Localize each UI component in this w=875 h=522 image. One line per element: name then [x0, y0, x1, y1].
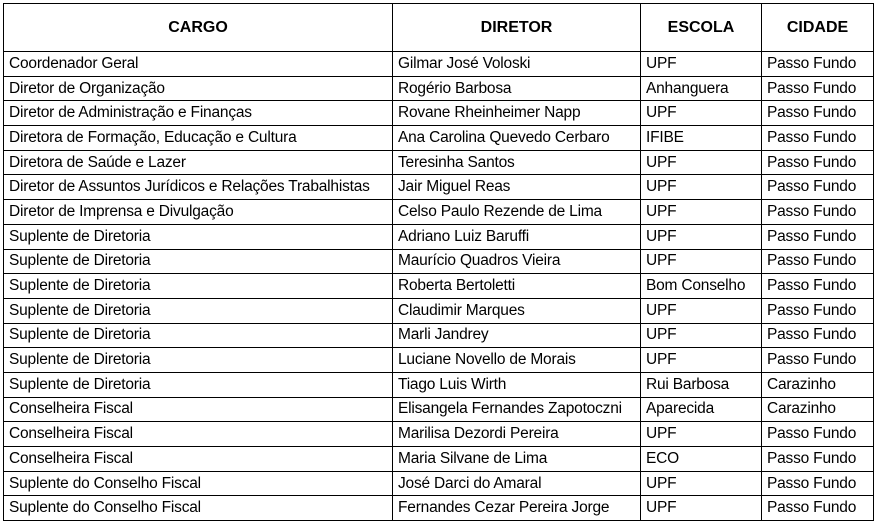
cell-escola: UPF — [641, 323, 762, 348]
cell-cargo: Diretora de Saúde e Lazer — [4, 150, 393, 175]
table-row — [4, 348, 874, 373]
table-row — [4, 52, 874, 77]
table-row — [4, 76, 874, 101]
header-escola: ESCOLA — [641, 4, 762, 52]
cell-diretor: Celso Paulo Rezende de Lima — [393, 200, 641, 225]
cell-cidade: Passo Fundo — [762, 76, 874, 101]
cell-escola: UPF — [641, 298, 762, 323]
cell-escola: UPF — [641, 52, 762, 77]
header-cidade: CIDADE — [762, 4, 874, 52]
cell-cargo: Diretor de Imprensa e Divulgação — [4, 200, 393, 225]
cell-cargo: Suplente de Diretoria — [4, 224, 393, 249]
cell-cargo: Suplente do Conselho Fiscal — [4, 496, 393, 521]
cell-cargo: Diretor de Organização — [4, 76, 393, 101]
cell-cidade: Passo Fundo — [762, 471, 874, 496]
cell-escola: UPF — [641, 471, 762, 496]
cell-diretor: Maria Silvane de Lima — [393, 447, 641, 472]
table-row — [4, 298, 874, 323]
cell-escola: UPF — [641, 175, 762, 200]
header-cargo: CARGO — [4, 4, 393, 52]
board-members-table — [3, 3, 874, 521]
cell-cargo: Suplente de Diretoria — [4, 348, 393, 373]
table-row — [4, 200, 874, 225]
table-header — [4, 4, 874, 52]
cell-escola: UPF — [641, 150, 762, 175]
table-row — [4, 447, 874, 472]
cell-diretor: Rovane Rheinheimer Napp — [393, 101, 641, 126]
table-row — [4, 397, 874, 422]
cell-cidade: Carazinho — [762, 397, 874, 422]
cell-cidade: Passo Fundo — [762, 150, 874, 175]
cell-cargo: Suplente de Diretoria — [4, 323, 393, 348]
cell-cidade: Passo Fundo — [762, 447, 874, 472]
cell-diretor: Maurício Quadros Vieira — [393, 249, 641, 274]
cell-cidade: Passo Fundo — [762, 249, 874, 274]
table-row — [4, 422, 874, 447]
header-diretor: DIRETOR — [393, 4, 641, 52]
cell-escola: Anhanguera — [641, 76, 762, 101]
table-row — [4, 323, 874, 348]
cell-escola: UPF — [641, 200, 762, 225]
cell-escola: ECO — [641, 447, 762, 472]
table-row — [4, 471, 874, 496]
cell-diretor: Roberta Bertoletti — [393, 274, 641, 299]
cell-escola: UPF — [641, 224, 762, 249]
cell-cargo: Diretor de Administração e Finanças — [4, 101, 393, 126]
table-row — [4, 150, 874, 175]
cell-cargo: Suplente de Diretoria — [4, 274, 393, 299]
cell-escola: IFIBE — [641, 126, 762, 151]
cell-diretor: José Darci do Amaral — [393, 471, 641, 496]
cell-diretor: Ana Carolina Quevedo Cerbaro — [393, 126, 641, 151]
cell-cidade: Passo Fundo — [762, 274, 874, 299]
cell-cargo: Diretor de Assuntos Jurídicos e Relações Trabalhistas — [4, 175, 393, 200]
cell-cidade: Passo Fundo — [762, 323, 874, 348]
cell-escola: Bom Conselho — [641, 274, 762, 299]
cell-diretor: Elisangela Fernandes Zapotoczni — [393, 397, 641, 422]
cell-cargo: Coordenador Geral — [4, 52, 393, 77]
cell-cidade: Passo Fundo — [762, 298, 874, 323]
cell-diretor: Luciane Novello de Morais — [393, 348, 641, 373]
table-body — [4, 52, 874, 521]
table-row — [4, 126, 874, 151]
cell-diretor: Jair Miguel Reas — [393, 175, 641, 200]
cell-cidade: Passo Fundo — [762, 496, 874, 521]
cell-cidade: Passo Fundo — [762, 175, 874, 200]
table-row — [4, 274, 874, 299]
cell-cidade: Passo Fundo — [762, 200, 874, 225]
cell-escola: UPF — [641, 249, 762, 274]
table-row — [4, 101, 874, 126]
cell-diretor: Marilisa Dezordi Pereira — [393, 422, 641, 447]
cell-diretor: Gilmar José Voloski — [393, 52, 641, 77]
cell-diretor: Adriano Luiz Baruffi — [393, 224, 641, 249]
cell-escola: Rui Barbosa — [641, 372, 762, 397]
cell-diretor: Tiago Luis Wirth — [393, 372, 641, 397]
header-row — [4, 4, 874, 52]
table-row — [4, 496, 874, 521]
cell-escola: Aparecida — [641, 397, 762, 422]
cell-cidade: Passo Fundo — [762, 101, 874, 126]
cell-cidade: Carazinho — [762, 372, 874, 397]
cell-diretor: Marli Jandrey — [393, 323, 641, 348]
cell-cargo: Conselheira Fiscal — [4, 447, 393, 472]
cell-cidade: Passo Fundo — [762, 422, 874, 447]
table-row — [4, 224, 874, 249]
cell-diretor: Claudimir Marques — [393, 298, 641, 323]
cell-cidade: Passo Fundo — [762, 126, 874, 151]
cell-cidade: Passo Fundo — [762, 348, 874, 373]
cell-cargo: Conselheira Fiscal — [4, 397, 393, 422]
table-row — [4, 175, 874, 200]
table-row — [4, 249, 874, 274]
cell-escola: UPF — [641, 348, 762, 373]
cell-escola: UPF — [641, 422, 762, 447]
cell-cidade: Passo Fundo — [762, 224, 874, 249]
cell-cidade: Passo Fundo — [762, 52, 874, 77]
cell-cargo: Suplente de Diretoria — [4, 249, 393, 274]
cell-cargo: Diretora de Formação, Educação e Cultura — [4, 126, 393, 151]
cell-diretor: Fernandes Cezar Pereira Jorge — [393, 496, 641, 521]
cell-cargo: Suplente de Diretoria — [4, 298, 393, 323]
cell-cargo: Suplente de Diretoria — [4, 372, 393, 397]
cell-escola: UPF — [641, 101, 762, 126]
cell-diretor: Teresinha Santos — [393, 150, 641, 175]
cell-cargo: Suplente do Conselho Fiscal — [4, 471, 393, 496]
table-row — [4, 372, 874, 397]
cell-escola: UPF — [641, 496, 762, 521]
cell-cargo: Conselheira Fiscal — [4, 422, 393, 447]
cell-diretor: Rogério Barbosa — [393, 76, 641, 101]
